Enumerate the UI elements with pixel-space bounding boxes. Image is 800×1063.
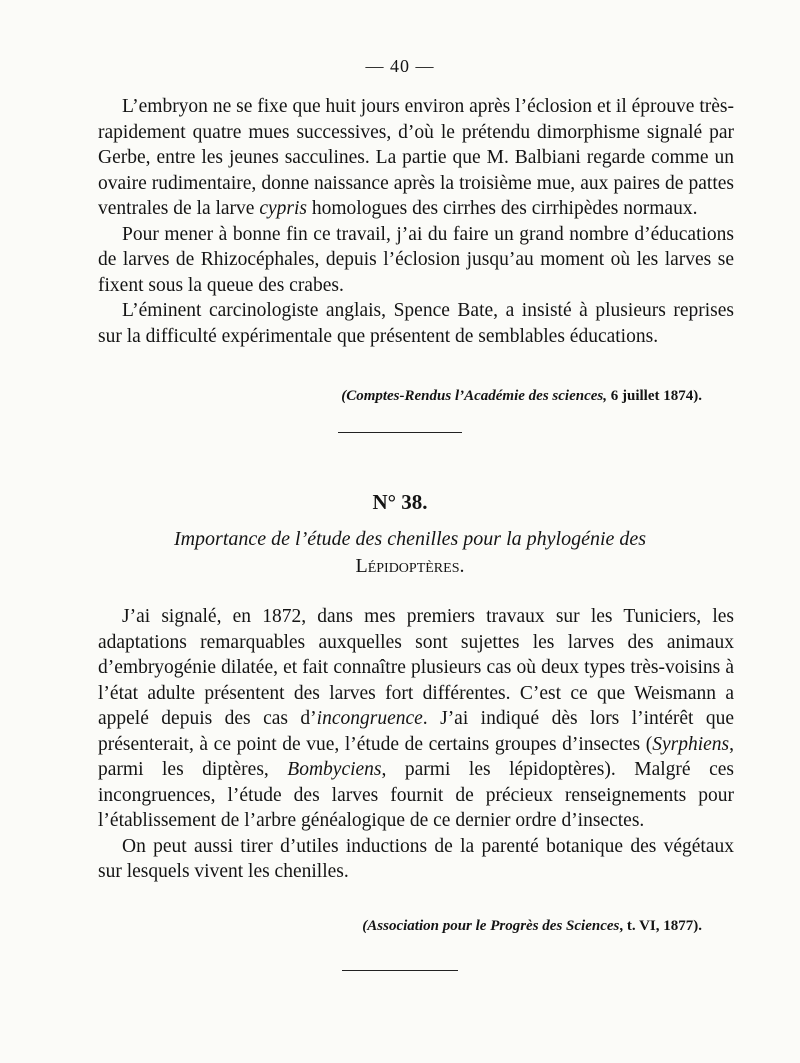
paragraph-text: L’embryon ne se fixe que huit jours environ après l’éclosion et il éprouve très-rapidement quatre mues successives, d’où le prétendu dimorphisme signalé par Gerbe, entre les jeunes sacculines. La partie que M. Balbiani regarde comme un ovaire rudimentaire, donne naissance après la troisième mue, aux paires de pattes ventrales de la larve (98, 96, 734, 219)
citation-source: Association pour le Progrès des Sciences (367, 918, 620, 934)
section-title-text: Importance de l’étude des chenilles pour la phylogénie des (173, 528, 647, 550)
italic-term: Syrphiens (652, 733, 730, 755)
paragraph-text: . J’ai indiqué dès lors l’intérêt que présenterait, à ce point de vue, l’étude de certains groupes d’insectes ( (98, 708, 735, 755)
citation-source: Comptes-Rendus l’Académie des sciences, (346, 388, 607, 404)
paragraph-chenilles: On peut aussi tirer d’utiles inductions de la parenté botanique des végétaux sur lesquels vivent les chenilles. (98, 835, 734, 882)
paragraph-text: J’ai signalé, en 1872, dans mes premiers travaux sur les Tuniciers, les adaptations remarquables auxquelles sont sujettes les larves des animaux d’embryogénie dilatée, et fait connaître plusieurs cas où deux types très-voisins à l’état adulte présentent des larves fort différentes. C’est ce que Weismann a appelé depuis des cas d’ (98, 606, 734, 729)
separator-rule (338, 432, 462, 433)
section-title (120, 526, 700, 580)
citation-volume: , t. VI, 1877). (619, 918, 702, 934)
paragraph-text: homologues des cirrhes des cirrhipèdes normaux. (311, 198, 698, 219)
citation-date: 6 juillet 1874). (607, 388, 702, 404)
paragraph-text: , parmi les diptères, (98, 733, 734, 780)
section-number: N° 38. (372, 490, 428, 514)
paragraph-spence-bate: L’éminent carcinologiste anglais, Spence Bate, a insisté à plusieurs reprises sur la difficulté expérimentale que présentent de semblables éducations. (98, 300, 734, 347)
page-number: — 40 — (365, 56, 435, 76)
italic-term: incongruence (316, 708, 423, 729)
citation-association (362, 918, 702, 935)
citation-comptes-rendus (341, 388, 702, 405)
section-title-smallcaps: Lépidoptères (355, 555, 460, 577)
citation-paren: ( (362, 918, 368, 934)
text-block-bottom (98, 604, 734, 885)
separator-rule (342, 970, 458, 971)
text-block-top (98, 94, 734, 349)
paragraph-text: , parmi les lépidoptères). Malgré ces incongruences, l’étude des larves fournit de précieux renseignements pour l’établissement de l’arbre généalogique de ce dernier ordre d’insectes. (98, 759, 734, 831)
paragraph-educations: Pour mener à bonne fin ce travail, j’ai du faire un grand nombre d’éducations de larves de Rhizocéphales, depuis l’éclosion jusqu’au moment où les larves se fixent sous la queue des crabes. (98, 223, 734, 296)
paragraph-embryon (98, 94, 734, 222)
paragraph-tuniciers (98, 604, 734, 834)
italic-term: Bombyciens (287, 759, 382, 780)
section-title-period: . (459, 555, 465, 577)
italic-term: cypris (259, 198, 307, 219)
citation-paren: ( (341, 388, 347, 404)
